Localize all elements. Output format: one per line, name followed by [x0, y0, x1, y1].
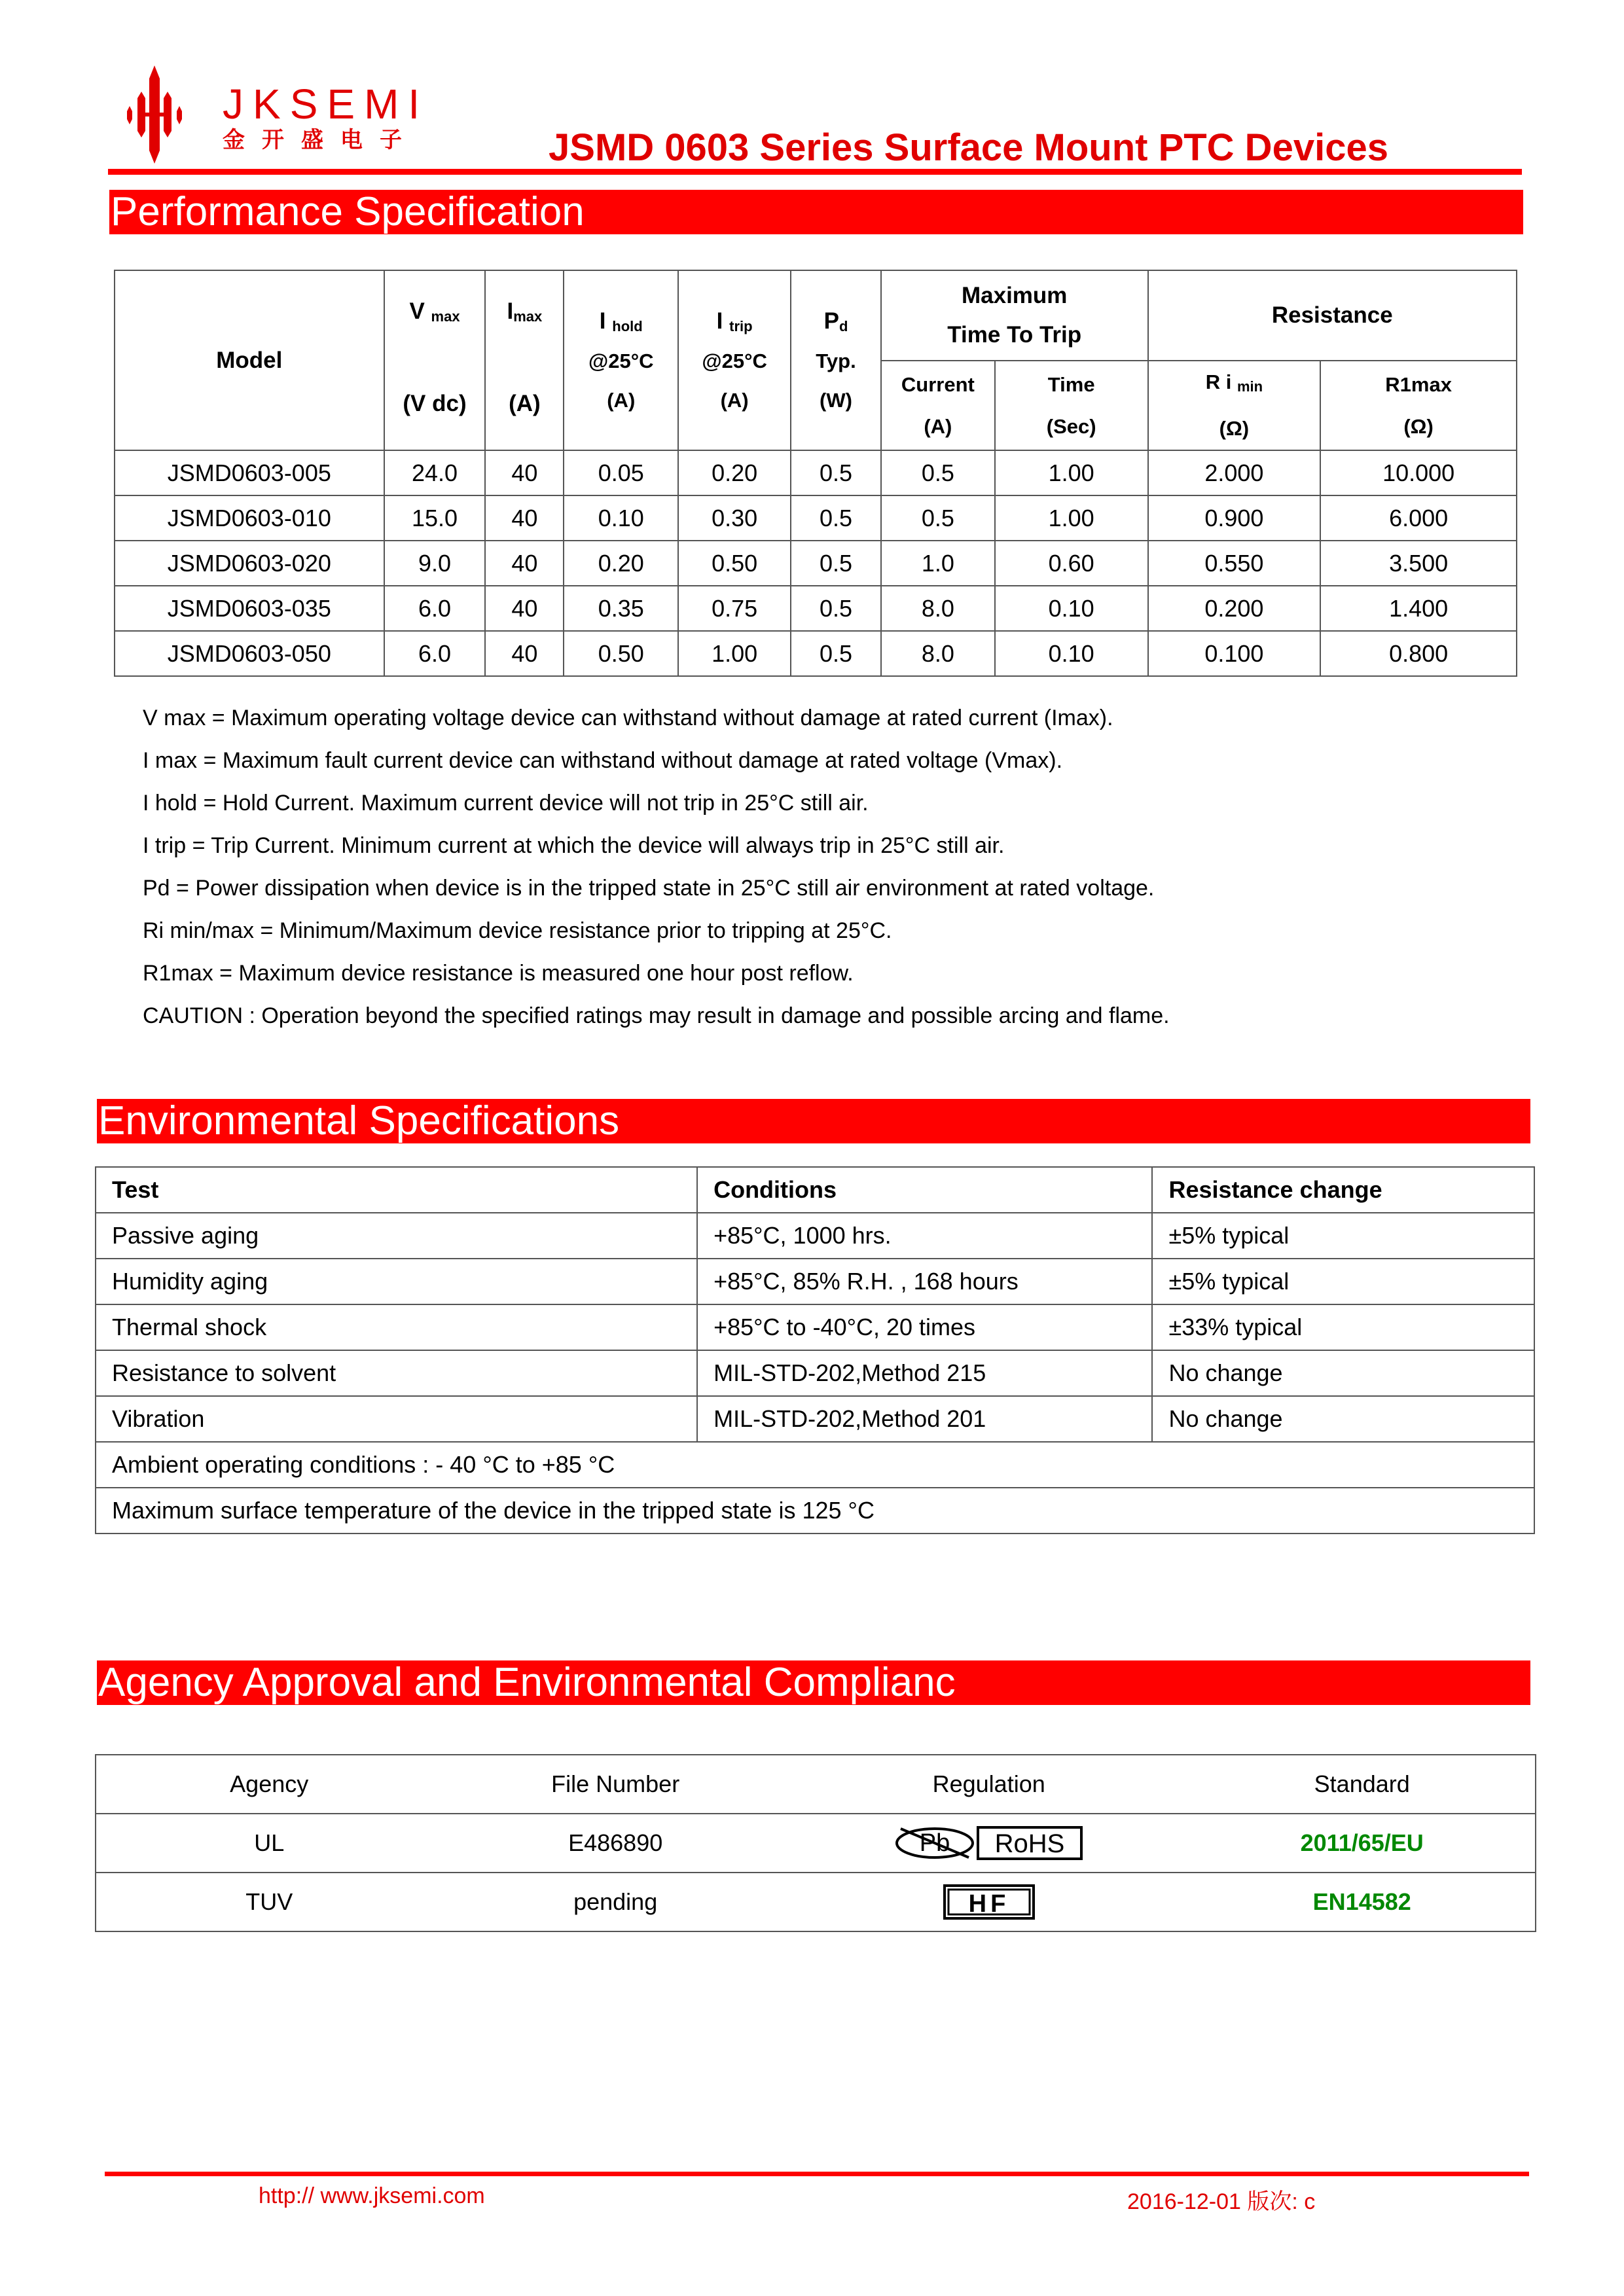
- brand-name: JKSEMI: [223, 81, 429, 128]
- agency-section-title: Agency Approval and Environmental Complianc: [98, 1660, 956, 1705]
- standard-eu: 2011/65/EU: [1189, 1814, 1536, 1873]
- performance-section-bar: [109, 190, 1523, 234]
- footer-website-link[interactable]: http:// www.jksemi.com: [259, 2183, 485, 2208]
- environmental-table: [95, 1166, 1535, 1534]
- note-imax: I max = Maximum fault current device can withstand without damage at rated voltage (Vmax).: [143, 748, 1063, 773]
- note-itrip: I trip = Trip Current. Minimum current at which the device will always trip in 25°C still air.: [143, 833, 1005, 858]
- note-r1max: R1max = Maximum device resistance is measured one hour post reflow.: [143, 961, 854, 986]
- standard-en: EN14582: [1189, 1873, 1536, 1931]
- note-ihold: I hold = Hold Current. Maximum current device will not trip in 25°C still air.: [143, 791, 869, 816]
- brand-name-cn: 金开盛电子: [223, 128, 419, 152]
- table-row: UL E486890 Pb RoHS 2011/65/EU: [96, 1814, 1536, 1873]
- hf-mark: [789, 1873, 1189, 1931]
- header-current: Current (A): [881, 361, 995, 450]
- header-ri-min: R i $_{min}$ (Ω): [1148, 361, 1321, 450]
- header-itrip: I $_{trip}$ @25°C (A): [678, 270, 791, 450]
- table-header-row: Test Conditions Resistance change: [96, 1167, 1534, 1213]
- table-row-max-surface: Maximum surface temperature of the device in the tripped state is 125 °C: [96, 1488, 1534, 1534]
- header-time: Time (Sec): [995, 361, 1148, 450]
- environmental-section-title: Environmental Specifications: [98, 1099, 620, 1143]
- header-r1max: R1max (Ω): [1320, 361, 1517, 450]
- performance-section-title: Performance Specification: [111, 190, 585, 234]
- header-max-time-to-trip: Maximum Time To Trip: [881, 270, 1148, 361]
- pb-rohs-mark: [789, 1814, 1189, 1873]
- pb-rohs-icon: [894, 1823, 1084, 1863]
- jksemi-logo-icon: [122, 65, 187, 164]
- table-header-row: Agency File Number Regulation Standard: [96, 1755, 1536, 1814]
- header-imax: $I_{max}$ (A): [485, 270, 564, 450]
- agency-section-bar: [97, 1660, 1530, 1705]
- table-row: TUV pending HF EN14582: [96, 1873, 1536, 1931]
- note-pd: Pd = Power dissipation when device is in the tripped state in 25°C still air environment at rated voltage.: [143, 876, 1155, 901]
- performance-table: [114, 270, 1517, 677]
- note-vmax: V max = Maximum operating voltage device can withstand without damage at rated current (Imax).: [143, 706, 1113, 730]
- svg-text:RoHS: RoHS: [994, 1829, 1065, 1858]
- header-divider: [108, 169, 1522, 175]
- table-row: JSMD0603-010 15.0 40 0.10 0.30 0.5 0.5 1.00 0.900 6.000: [115, 495, 1517, 541]
- table-row: Passive aging +85°C, 1000 hrs. ±5% typical: [96, 1213, 1534, 1259]
- document-title: JSMD 0603 Series Surface Mount PTC Devices: [549, 126, 1388, 169]
- svg-text:Pb: Pb: [919, 1829, 950, 1857]
- header-model: Model: [115, 270, 384, 450]
- table-row: JSMD0603-035 6.0 40 0.35 0.75 0.5 8.0 0.10 0.200 1.400: [115, 586, 1517, 631]
- svg-text:HF: HF: [968, 1890, 1009, 1918]
- table-row: Resistance to solvent MIL-STD-202,Method 215 No change: [96, 1350, 1534, 1396]
- table-row: Humidity aging +85°C, 85% R.H. , 168 hours ±5% typical: [96, 1259, 1534, 1304]
- agency-table: [95, 1754, 1536, 1932]
- footer-divider: [105, 2172, 1529, 2176]
- header-vmax: V $_{max}$ (V dc): [384, 270, 486, 450]
- table-row: Vibration MIL-STD-202,Method 201 No change: [96, 1396, 1534, 1442]
- table-row-ambient: Ambient operating conditions : - 40 °C to +85 °C: [96, 1442, 1534, 1488]
- note-ri: Ri min/max = Minimum/Maximum device resistance prior to tripping at 25°C.: [143, 918, 892, 943]
- environmental-section-bar: [97, 1099, 1530, 1143]
- hf-icon: [943, 1884, 1035, 1920]
- header-pd: $P_d$ Typ. (W): [791, 270, 881, 450]
- footer-date-version: 2016-12-01 版次: c: [1127, 2189, 1316, 2214]
- table-row: JSMD0603-005 24.0 40 0.05 0.20 0.5 0.5 1.00 2.000 10.000: [115, 450, 1517, 495]
- table-row: Thermal shock +85°C to -40°C, 20 times ±33% typical: [96, 1304, 1534, 1350]
- table-row: JSMD0603-020 9.0 40 0.20 0.50 0.5 1.0 0.60 0.550 3.500: [115, 541, 1517, 586]
- note-caution: CAUTION : Operation beyond the specified ratings may result in damage and possible arcing and flame.: [143, 1003, 1170, 1028]
- header-ihold: I $_{hold}$ @25°C (A): [564, 270, 678, 450]
- header-resistance: Resistance: [1148, 270, 1517, 361]
- table-row: JSMD0603-050 6.0 40 0.50 1.00 0.5 8.0 0.10 0.100 0.800: [115, 631, 1517, 676]
